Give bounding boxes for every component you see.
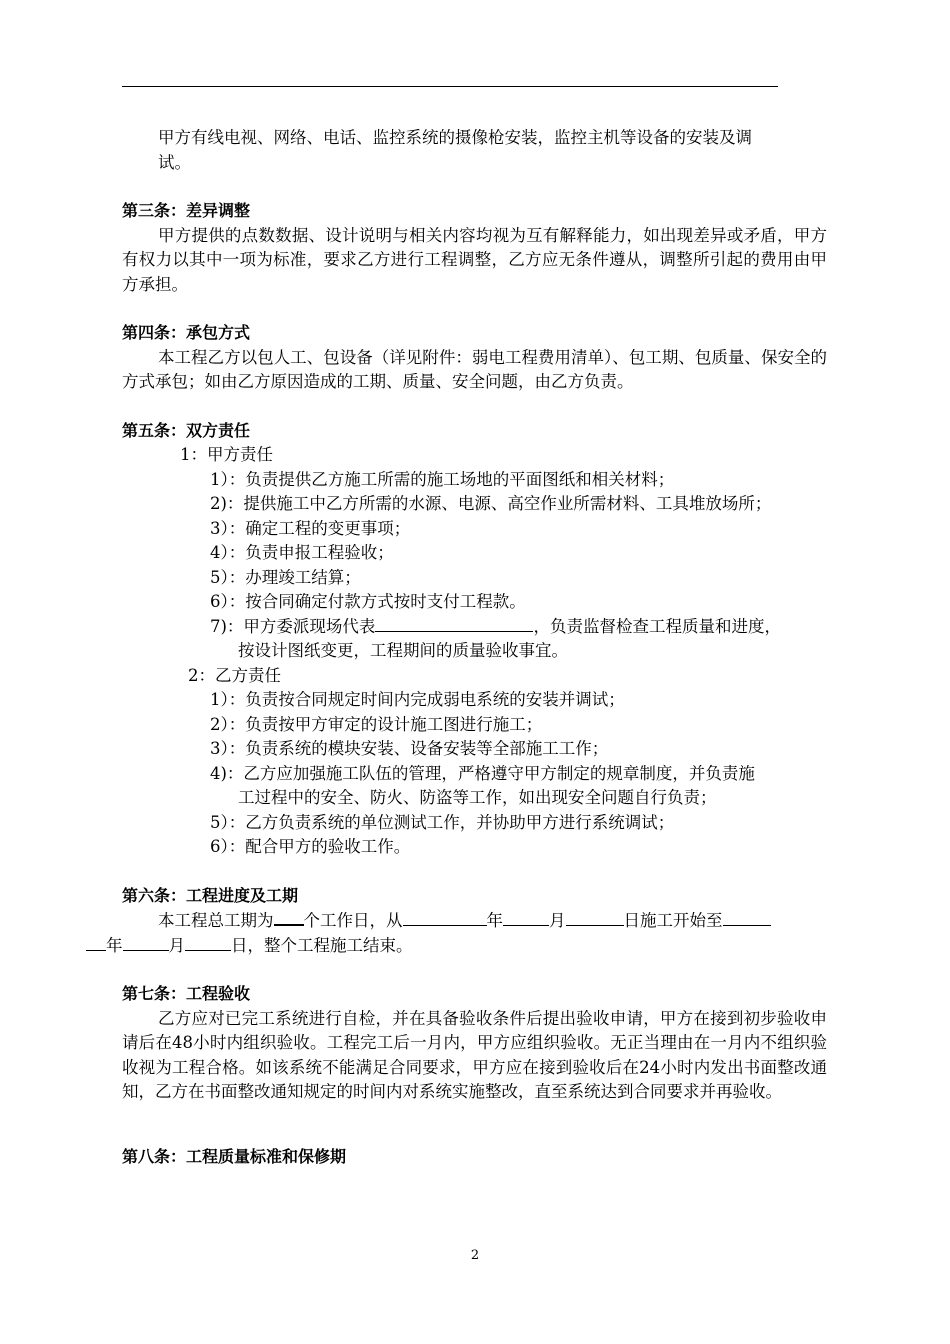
article-6-part-3: 日施工开始至 bbox=[623, 911, 723, 930]
party-b-heading: 2：乙方责任 bbox=[188, 665, 281, 685]
end-year-blank-a[interactable] bbox=[723, 909, 771, 926]
article-6-part-4: 日，整个工程施工结束。 bbox=[231, 935, 413, 955]
party-b-item-6: 6）：配合甲方的验收工作。 bbox=[210, 837, 411, 856]
party-b-item: 3）：负责系统的模块安装、设备安装等全部施工工作； bbox=[210, 739, 609, 758]
party-a-item: 2)：提供施工中乙方所需的水源、电源、高空作业所需材料、工具堆放场所； bbox=[210, 494, 772, 513]
end-year-blank-b[interactable] bbox=[86, 934, 106, 951]
article-6-part-1: 本工程总工期为 bbox=[158, 911, 274, 930]
page-number: 2 bbox=[470, 1248, 480, 1263]
party-b-item-4: 4)：乙方应加强施工队伍的管理，严格遵守甲方制定的规章制度，并负责施 bbox=[210, 763, 755, 783]
party-a-item: 1）：负责提供乙方施工所需的施工场地的平面图纸和相关材料； bbox=[210, 469, 675, 489]
party-a-item: 3）：确定工程的变更事项； bbox=[210, 518, 411, 538]
party-a-heading: 1：甲方责任 bbox=[180, 445, 273, 464]
start-day-blank[interactable] bbox=[566, 909, 624, 926]
end-month-blank[interactable] bbox=[123, 934, 169, 951]
start-year-blank[interactable] bbox=[403, 909, 487, 926]
article-5-title: 第五条：双方责任 bbox=[122, 420, 251, 440]
party-b-item: 1）：负责按合同规定时间内完成弱电系统的安装并调试； bbox=[210, 690, 625, 709]
year-label: 年 bbox=[106, 935, 123, 955]
month-label: 月 bbox=[168, 935, 185, 955]
month-label: 月 bbox=[549, 911, 566, 930]
intro-line-1: 甲方有线电视、网络、电话、监控系统的摄像枪安装，监控主机等设备的安装及调 bbox=[158, 128, 752, 147]
article-3-title: 第三条：差异调整 bbox=[122, 201, 251, 220]
party-b-item-4-cont: 工过程中的安全、防火、防盗等工作，如出现安全问题自行负责； bbox=[238, 788, 717, 807]
intro-paragraph bbox=[122, 126, 827, 175]
party-a-item-7-suffix: ，负责监督检查工程质量和进度， bbox=[533, 616, 781, 636]
document-body bbox=[106, 126, 827, 1169]
end-day-blank[interactable] bbox=[185, 934, 231, 951]
article-6-title: 第六条：工程进度及工期 bbox=[122, 885, 299, 905]
article-3-text: 甲方提供的点数数据、设计说明与相关内容均视为互有解释能力，如出现差异或矛盾，甲方有权力以其中一项为标准，要求乙方进行工程调整，乙方应无条件遵从，调整所引起的费用由甲方承担。 bbox=[122, 225, 827, 294]
party-a-item-7-cont: 按设计图纸变更，工程期间的质量验收事宜。 bbox=[238, 641, 568, 660]
header-rule bbox=[122, 86, 778, 87]
article-7-text: 乙方应对已完工系统进行自检，并在具备验收条件后提出验收申请，甲方在接到初步验收申请后在48小时内组织验收。工程完工后一月内，甲方应组织验收。无正当理由在一月内不组织验收视为工程合格。如该系统不能满足合同要求，甲方应在接到验收后在24小时内发出书面整改通知，乙方在书面整改通知规定的时间内对系统实施整改，直至系统达到合同要求并再验收。 bbox=[122, 1008, 827, 1101]
article-8-title: 第八条：工程质量标准和保修期 bbox=[122, 1146, 347, 1166]
article-6-part-2: 个工作日，从 bbox=[303, 911, 403, 930]
party-a-item-7-prefix: 7)：甲方委派现场代表 bbox=[210, 616, 376, 636]
party-a-item-7 bbox=[122, 615, 827, 640]
party-b-item: 2）：负责按甲方审定的设计施工图进行施工； bbox=[210, 714, 543, 734]
start-month-blank[interactable] bbox=[503, 909, 549, 926]
party-a-item: 5）：办理竣工结算； bbox=[210, 567, 361, 587]
article-7-title: 第七条：工程验收 bbox=[122, 984, 251, 1003]
article-6-text bbox=[106, 908, 827, 958]
representative-blank[interactable] bbox=[375, 615, 533, 632]
article-4-text: 本工程乙方以包人工、包设备（详见附件：弱电工程费用清单）、包工期、包质量、保安全的方式承包；如由乙方原因造成的工期、质量、安全问题，由乙方负责。 bbox=[122, 347, 827, 391]
intro-line-2: 试。 bbox=[158, 152, 191, 172]
party-a-item: 6）：按合同确定付款方式按时支付工程款。 bbox=[210, 592, 526, 611]
party-b-item-5: 5）：乙方负责系统的单位测试工作，并协助甲方进行系统调试； bbox=[210, 812, 675, 832]
party-a-item: 4）：负责申报工程验收； bbox=[210, 543, 394, 562]
article-4-title: 第四条：承包方式 bbox=[122, 323, 251, 342]
year-label: 年 bbox=[486, 911, 503, 930]
duration-blank[interactable] bbox=[274, 908, 304, 926]
